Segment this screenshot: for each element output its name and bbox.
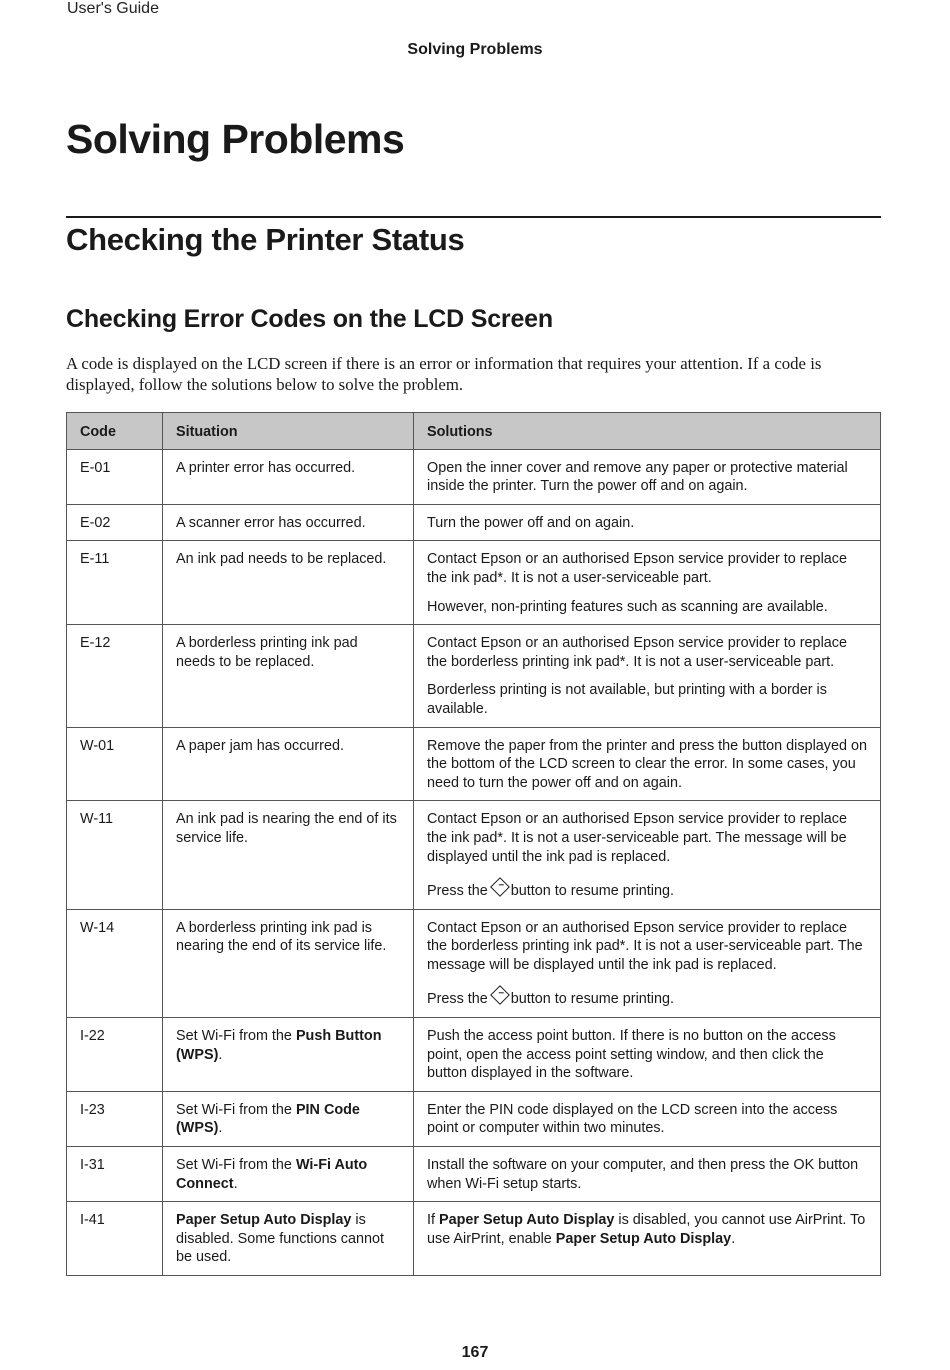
code-cell: W-01 bbox=[67, 727, 163, 801]
solution-cell bbox=[414, 1202, 881, 1276]
situation-emphasis: Paper Setup Auto Display bbox=[176, 1212, 352, 1229]
situation-text: Set Wi-Fi from the bbox=[176, 1101, 296, 1118]
solution-text: Turn the power off and on again. bbox=[427, 514, 635, 531]
resume-text-before: Press the bbox=[427, 883, 488, 900]
section-divider bbox=[66, 216, 881, 218]
solution-text: Contact Epson or an authorised Epson service provider to replace the borderless printing ink pad*. It is not a user-serviceable part. The message will be displayed until the ink pad is replaced. bbox=[427, 919, 863, 973]
table-row bbox=[67, 449, 881, 504]
resume-text-after: button to resume printing. bbox=[510, 991, 674, 1008]
section-heading: Checking the Printer Status bbox=[66, 222, 465, 257]
situation-cell bbox=[163, 1202, 414, 1276]
resume-instruction bbox=[427, 881, 867, 901]
code-cell: W-14 bbox=[67, 909, 163, 1017]
table-row bbox=[67, 1018, 881, 1092]
situation-cell: A paper jam has occurred. bbox=[163, 727, 414, 801]
table-row bbox=[67, 625, 881, 727]
situation-cell: A borderless printing ink pad is nearing the end of its service life. bbox=[163, 909, 414, 1017]
solution-text: Contact Epson or an authorised Epson service provider to replace the borderless printing ink pad*. It is not a user-serviceable part. bbox=[427, 635, 847, 670]
column-header-solutions: Solutions bbox=[414, 413, 881, 450]
solution-cell bbox=[414, 625, 881, 727]
solution-text: Contact Epson or an authorised Epson service provider to replace the ink pad*. It is not a user-serviceable part. bbox=[427, 551, 847, 586]
situation-cell bbox=[163, 1018, 414, 1092]
table-row bbox=[67, 1202, 881, 1276]
solution-text: Contact Epson or an authorised Epson service provider to replace the ink pad*. It is not a user-serviceable part. The message will be displayed until the ink pad is replaced. bbox=[427, 811, 847, 865]
solution-cell bbox=[414, 541, 881, 625]
running-head: User's Guide bbox=[67, 0, 159, 17]
situation-emphasis: Push Button (WPS) bbox=[176, 1028, 382, 1063]
situation-cell: A scanner error has occurred. bbox=[163, 504, 414, 541]
section-header: Solving Problems bbox=[407, 41, 543, 58]
situation-cell bbox=[163, 1147, 414, 1202]
code-cell: I-41 bbox=[67, 1202, 163, 1276]
solution-text: Remove the paper from the printer and press the button displayed on the bottom of the LCD screen to clear the error. In some cases, you need to turn the power off and on again. bbox=[427, 737, 867, 791]
code-cell: E-12 bbox=[67, 625, 163, 727]
solution-fragment: If bbox=[427, 1212, 439, 1229]
situation-cell: A borderless printing ink pad needs to be replaced. bbox=[163, 625, 414, 727]
resume-text-after: button to resume printing. bbox=[510, 883, 674, 900]
situation-cell bbox=[163, 1091, 414, 1146]
situation-cell: A printer error has occurred. bbox=[163, 449, 414, 504]
code-cell: W-11 bbox=[67, 801, 163, 909]
solution-cell bbox=[414, 909, 881, 1017]
situation-text: Set Wi-Fi from the bbox=[176, 1157, 296, 1174]
code-cell: E-02 bbox=[67, 504, 163, 541]
column-header-code: Code bbox=[67, 413, 163, 450]
table-row bbox=[67, 541, 881, 625]
situation-text: . bbox=[218, 1046, 223, 1063]
solution-cell bbox=[414, 727, 881, 801]
solution-cell bbox=[414, 449, 881, 504]
solution-text: Install the software on your computer, and then press the OK button when Wi-Fi setup starts. bbox=[427, 1157, 859, 1192]
code-cell: E-01 bbox=[67, 449, 163, 504]
column-header-situation: Situation bbox=[163, 413, 414, 450]
resume-instruction bbox=[427, 989, 867, 1009]
solution-cell bbox=[414, 1147, 881, 1202]
situation-cell: An ink pad needs to be replaced. bbox=[163, 541, 414, 625]
solution-text: Enter the PIN code displayed on the LCD screen into the access point or computer within two minutes. bbox=[427, 1101, 838, 1137]
solution-cell bbox=[414, 504, 881, 541]
table-row bbox=[67, 909, 881, 1017]
start-button-icon bbox=[490, 986, 510, 1006]
situation-emphasis: PIN Code (WPS) bbox=[176, 1101, 360, 1137]
solution-emphasis: Paper Setup Auto Display bbox=[439, 1212, 615, 1229]
error-code-table bbox=[66, 412, 881, 1276]
situation-text: Set Wi-Fi from the bbox=[176, 1028, 296, 1045]
solution-cell bbox=[414, 801, 881, 909]
situation-text: . bbox=[233, 1175, 238, 1192]
situation-cell: An ink pad is nearing the end of its service life. bbox=[163, 801, 414, 909]
code-cell: I-23 bbox=[67, 1091, 163, 1146]
situation-text: . bbox=[218, 1120, 223, 1137]
start-button-icon bbox=[490, 877, 510, 897]
table-row bbox=[67, 504, 881, 541]
code-cell: I-31 bbox=[67, 1147, 163, 1202]
solution-text: Push the access point button. If there is no button on the access point, open the access point setting window, and then click the button displayed in the software. bbox=[427, 1028, 836, 1082]
solution-text bbox=[427, 1211, 867, 1248]
solution-cell bbox=[414, 1091, 881, 1146]
subsection-heading: Checking Error Codes on the LCD Screen bbox=[66, 305, 553, 333]
situation-emphasis: Wi-Fi Auto Connect bbox=[176, 1157, 368, 1192]
code-cell: I-22 bbox=[67, 1018, 163, 1092]
resume-text-before: Press the bbox=[427, 991, 488, 1008]
solution-fragment: . bbox=[731, 1230, 736, 1247]
table-row bbox=[67, 1147, 881, 1202]
solution-text: Open the inner cover and remove any paper or protective material inside the printer. Turn the power off and on again. bbox=[427, 459, 848, 495]
page-number: 167 bbox=[461, 1344, 489, 1361]
situation-text: is disabled. Some functions cannot be used. bbox=[176, 1212, 384, 1266]
table-row bbox=[67, 801, 881, 909]
table-row bbox=[67, 1091, 881, 1146]
table-header-row bbox=[67, 413, 881, 450]
solution-emphasis: Paper Setup Auto Display bbox=[555, 1230, 732, 1247]
page-title: Solving Problems bbox=[66, 116, 405, 162]
solution-text: Borderless printing is not available, but printing with a border is available. bbox=[427, 682, 827, 717]
solution-cell bbox=[414, 1018, 881, 1092]
code-cell: E-11 bbox=[67, 541, 163, 625]
table-row bbox=[67, 727, 881, 801]
solution-text: However, non-printing features such as scanning are available. bbox=[427, 598, 828, 615]
intro-paragraph: A code is displayed on the LCD screen if there is an error or information that requires your attention. If a code is displayed, follow the solutions below to solve the problem. bbox=[66, 354, 822, 394]
solution-fragment: is disabled, you cannot use AirPrint. To use AirPrint, enable bbox=[427, 1212, 866, 1247]
